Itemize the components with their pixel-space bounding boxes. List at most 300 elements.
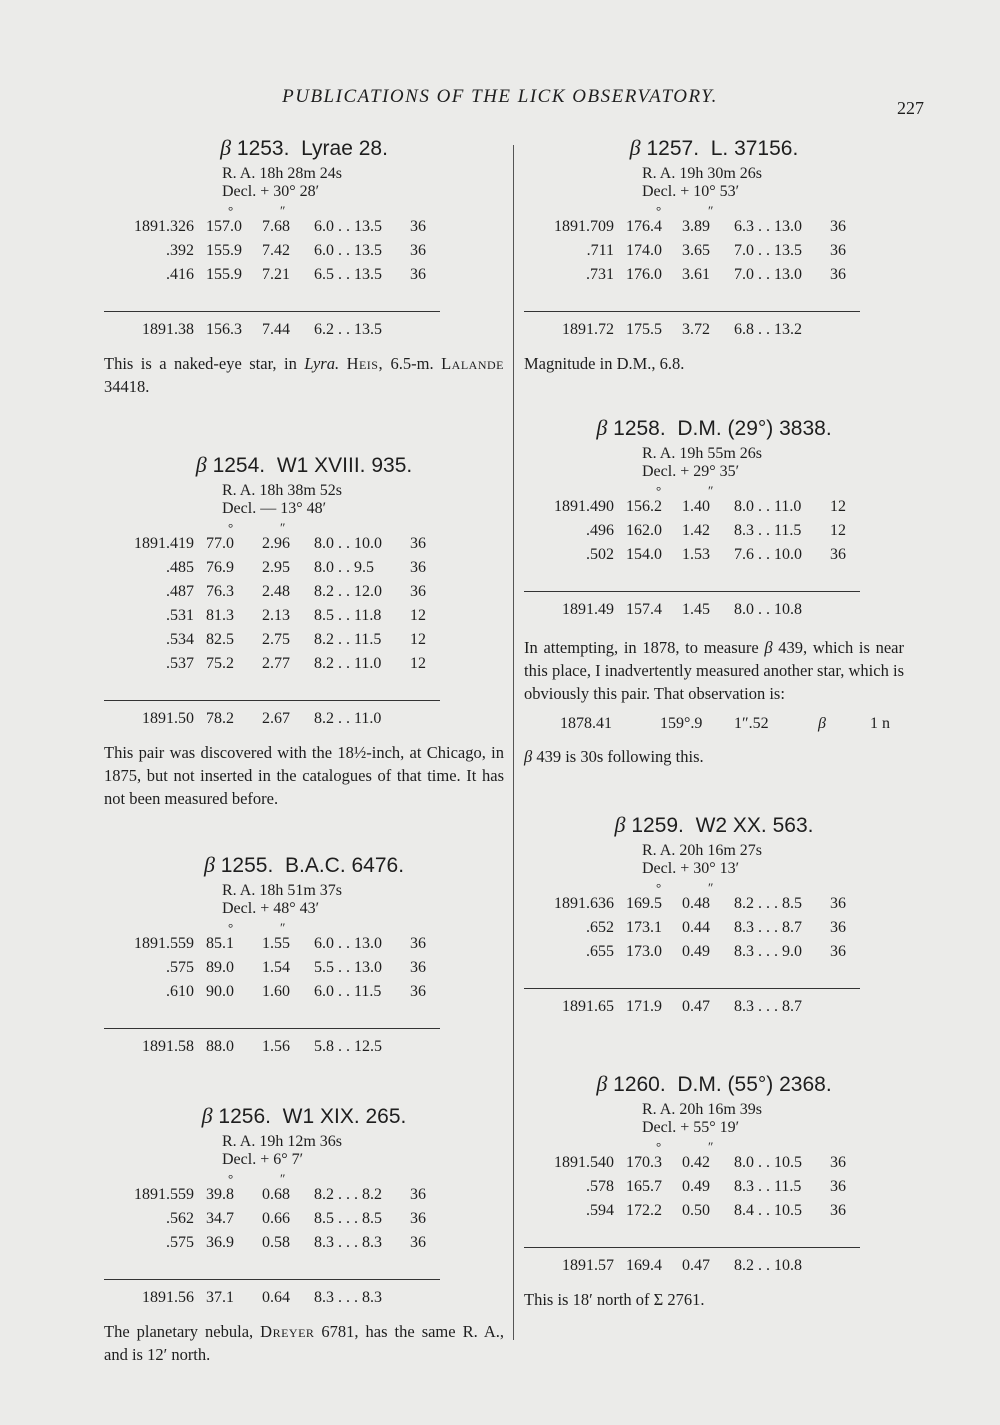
epoch: .594 xyxy=(586,1202,614,1219)
pa-unit: ° xyxy=(228,1171,234,1186)
magnitudes: 8.3 . . . 9.0 xyxy=(734,943,802,960)
declination: Decl. + 30° 28′ xyxy=(222,183,320,200)
nights: 36 xyxy=(830,1154,846,1171)
nights: 36 xyxy=(410,1234,426,1251)
position-angle: 77.0 xyxy=(206,535,234,552)
position-angle: 37.1 xyxy=(206,1289,234,1306)
nights: 12 xyxy=(410,631,426,648)
entry-heading xyxy=(524,411,904,445)
epoch: .392 xyxy=(166,242,194,259)
epoch: .711 xyxy=(586,242,614,259)
nights: 36 xyxy=(410,218,426,235)
epoch: 1878.41 xyxy=(560,715,612,732)
epoch: .487 xyxy=(166,583,194,600)
distance: 3.61 xyxy=(682,266,710,283)
nights: 36 xyxy=(830,943,846,960)
table-row xyxy=(104,1183,440,1207)
distance: 3.65 xyxy=(682,242,710,259)
position-angle: 39.8 xyxy=(206,1186,234,1203)
nights: 36 xyxy=(410,583,426,600)
mean-row xyxy=(104,701,440,732)
entry-note: This is a naked-eye star, in Lyra. Heis, 6.5-m. Lalande 34418. xyxy=(104,354,504,396)
magnitudes: 8.3 . . . 8.7 xyxy=(734,998,802,1015)
entry-number: 1258. xyxy=(613,417,666,440)
distance: 0.42 xyxy=(682,1154,710,1171)
column-units xyxy=(104,918,504,935)
nights: 36 xyxy=(410,266,426,283)
distance: 1.40 xyxy=(682,498,710,515)
table-row xyxy=(104,628,440,652)
distance: 1.42 xyxy=(682,522,710,539)
epoch: 1891.559 xyxy=(134,935,194,952)
epoch: 1891.709 xyxy=(554,218,614,235)
table-row xyxy=(524,519,860,543)
mean-row xyxy=(524,989,860,1020)
magnitudes: 7.0 . . 13.0 xyxy=(734,266,802,283)
table-row xyxy=(524,263,860,287)
right-ascension: R. A. 19h 30m 26s xyxy=(642,165,763,182)
magnitudes: 8.3 . . 11.5 xyxy=(734,1178,802,1195)
distance: 0.44 xyxy=(682,919,710,936)
sep-unit: ″ xyxy=(280,920,286,935)
sep-unit: ″ xyxy=(708,203,714,218)
mean-row xyxy=(524,1248,860,1279)
pa-unit: ° xyxy=(228,520,234,535)
distance: 0.47 xyxy=(682,998,710,1015)
magnitudes: 7.6 . . 10.0 xyxy=(734,546,802,563)
position-angle: 75.2 xyxy=(206,655,234,672)
left-column xyxy=(104,131,504,1366)
position-angle: 159°.9 xyxy=(660,715,703,732)
position-angle: 176.0 xyxy=(626,266,662,283)
pa-unit: ° xyxy=(656,483,662,498)
measures-table xyxy=(524,892,860,1019)
coordinates xyxy=(642,165,904,201)
nights: 36 xyxy=(830,242,846,259)
magnitudes: 8.2 . . 11.5 xyxy=(314,631,382,648)
epoch: 1891.636 xyxy=(554,895,614,912)
position-angle: 155.9 xyxy=(206,266,242,283)
star-designation: Lyrae 28. xyxy=(301,137,388,160)
table-row xyxy=(524,543,860,567)
column-units xyxy=(524,878,904,895)
position-angle: 173.1 xyxy=(626,919,662,936)
position-angle: 82.5 xyxy=(206,631,234,648)
pa-unit: ° xyxy=(656,880,662,895)
nights: 36 xyxy=(830,1178,846,1195)
entry-note: This pair was discovered with the 18½-inch, at Chicago, in 1875, but not inserted in the catalogues of that time. It has not been measured before. xyxy=(104,743,504,808)
entry-heading xyxy=(104,131,504,165)
measures-table xyxy=(524,495,860,622)
right-ascension: R. A. 18h 28m 24s xyxy=(222,165,343,182)
beta-symbol: β xyxy=(629,135,641,160)
table-row xyxy=(104,1207,440,1231)
magnitudes: 6.0 . . 13.5 xyxy=(314,242,382,259)
entry-1254 xyxy=(104,448,504,810)
magnitudes: 8.0 . . 9.5 xyxy=(314,559,374,576)
entry-1259 xyxy=(524,808,904,1019)
entry-1257 xyxy=(524,131,904,375)
distance: 1.53 xyxy=(682,546,710,563)
nights: 36 xyxy=(410,559,426,576)
sep-unit: ″ xyxy=(708,1139,714,1154)
table-row xyxy=(104,580,440,604)
column-units xyxy=(524,1137,904,1154)
entry-heading xyxy=(524,808,904,842)
distance: 2.67 xyxy=(262,710,290,727)
table-row xyxy=(524,495,860,519)
distance: 2.48 xyxy=(262,583,290,600)
declination: Decl. + 6° 7′ xyxy=(222,1151,304,1168)
declination: Decl. + 10° 53′ xyxy=(642,183,740,200)
magnitudes: 6.8 . . 13.2 xyxy=(734,321,802,338)
position-angle: 171.9 xyxy=(626,998,662,1015)
pa-unit: ° xyxy=(656,1139,662,1154)
beta-symbol: β xyxy=(195,452,207,477)
right-ascension: R. A. 20h 16m 27s xyxy=(642,842,763,859)
nights: 36 xyxy=(410,1186,426,1203)
table-rule xyxy=(524,964,860,989)
magnitudes: 8.3 . . 11.5 xyxy=(734,522,802,539)
entry-number: 1253. xyxy=(236,137,290,160)
nights: 36 xyxy=(410,959,426,976)
epoch: 1891.490 xyxy=(554,498,614,515)
table-row xyxy=(524,239,860,263)
magnitudes: 5.5 . . 13.0 xyxy=(314,959,382,976)
pa-unit: ° xyxy=(228,203,234,218)
epoch: 1891.326 xyxy=(134,218,194,235)
table-row xyxy=(104,932,440,956)
nights: 36 xyxy=(830,1202,846,1219)
star-designation: W1 XIX. 265. xyxy=(282,1105,407,1128)
magnitudes: 6.5 . . 13.5 xyxy=(314,266,382,283)
position-angle: 157.4 xyxy=(626,601,662,618)
table-row xyxy=(104,532,440,556)
position-angle: 85.1 xyxy=(206,935,234,952)
table-row xyxy=(104,604,440,628)
magnitudes: 8.2 . . . 8.5 xyxy=(734,895,802,912)
magnitudes: 6.0 . . 13.5 xyxy=(314,218,382,235)
column-divider xyxy=(513,145,514,1340)
entry-number: 1256. xyxy=(218,1105,271,1128)
distance: 7.68 xyxy=(262,218,290,235)
star-designation: D.M. (29°) 3838. xyxy=(677,417,832,440)
entry-note: In attempting, in 1878, to measure β 439, which is near this place, I inadvertently measured another star, which is obviously this pair. That observation is: xyxy=(524,638,904,703)
table-row xyxy=(524,940,860,964)
entry-1253 xyxy=(104,131,504,398)
sep-unit: ″ xyxy=(708,880,714,895)
entry-1256 xyxy=(104,1099,504,1366)
epoch: .416 xyxy=(166,266,194,283)
nights: 12 xyxy=(830,498,846,515)
position-angle: 34.7 xyxy=(206,1210,234,1227)
star-designation: B.A.C. 6476. xyxy=(284,854,405,877)
position-angle: 36.9 xyxy=(206,1234,234,1251)
epoch: .610 xyxy=(166,983,194,1000)
measures-table xyxy=(524,215,860,342)
table-rule xyxy=(104,1004,440,1029)
magnitudes: 8.2 . . 11.0 xyxy=(314,655,382,672)
distance: 1″.52 xyxy=(734,715,769,732)
table-rule xyxy=(524,567,860,592)
beta-symbol: β xyxy=(818,715,826,732)
magnitudes: 6.0 . . 13.0 xyxy=(314,935,382,952)
epoch: .731 xyxy=(586,266,614,283)
distance: 2.77 xyxy=(262,655,290,672)
entry-note: The planetary nebula, Dreyer 6781, has the same R. A., and is 12′ north. xyxy=(104,1322,504,1364)
mean-row xyxy=(104,312,440,343)
distance: 0.64 xyxy=(262,1289,290,1306)
position-angle: 76.9 xyxy=(206,559,234,576)
magnitudes: 8.0 . . 10.0 xyxy=(314,535,382,552)
measures-table xyxy=(104,932,440,1059)
epoch: .575 xyxy=(166,959,194,976)
nights: 36 xyxy=(410,935,426,952)
star-designation: L. 37156. xyxy=(710,137,799,160)
magnitudes: 6.2 . . 13.5 xyxy=(314,321,382,338)
mean-row xyxy=(524,592,860,623)
table-row xyxy=(104,556,440,580)
magnitudes: 5.8 . . 12.5 xyxy=(314,1038,382,1055)
epoch: .537 xyxy=(166,655,194,672)
position-angle: 154.0 xyxy=(626,546,662,563)
measures-table xyxy=(104,215,440,342)
entry-number: 1257. xyxy=(646,137,700,160)
position-angle: 169.4 xyxy=(626,1257,662,1274)
entry-note-2: β 439 is 30s following this. xyxy=(524,747,704,766)
table-rule xyxy=(104,676,440,701)
beta-symbol: β xyxy=(614,812,626,837)
epoch: .562 xyxy=(166,1210,194,1227)
entry-heading xyxy=(104,848,504,882)
distance: 7.42 xyxy=(262,242,290,259)
position-angle: 155.9 xyxy=(206,242,242,259)
nights: 36 xyxy=(410,242,426,259)
table-rule xyxy=(104,1255,440,1280)
beta-symbol: β xyxy=(201,1103,213,1128)
distance: 0.50 xyxy=(682,1202,710,1219)
distance: 7.44 xyxy=(262,321,290,338)
distance: 2.13 xyxy=(262,607,290,624)
sep-unit: ″ xyxy=(280,203,286,218)
beta-symbol: β xyxy=(764,638,773,657)
sep-unit: ″ xyxy=(280,1171,286,1186)
epoch: .655 xyxy=(586,943,614,960)
coordinates xyxy=(642,445,904,481)
table-row xyxy=(524,892,860,916)
mean-row xyxy=(524,312,860,343)
column-units xyxy=(104,518,504,535)
position-angle: 170.3 xyxy=(626,1154,662,1171)
entry-number: 1255. xyxy=(220,854,274,877)
entry-note: This is 18′ north of Σ 2761. xyxy=(524,1290,705,1309)
column-units xyxy=(524,481,904,498)
table-row xyxy=(104,263,440,287)
position-angle: 174.0 xyxy=(626,242,662,259)
observation-line xyxy=(524,715,904,739)
mean-row xyxy=(104,1280,440,1311)
coordinates xyxy=(222,165,504,201)
epoch: .485 xyxy=(166,559,194,576)
entry-heading xyxy=(524,1067,904,1101)
epoch: .531 xyxy=(166,607,194,624)
measures-table xyxy=(104,1183,440,1310)
entry-heading xyxy=(524,131,904,165)
star-designation: W2 XX. 563. xyxy=(695,814,814,837)
nights: 36 xyxy=(410,535,426,552)
table-row xyxy=(104,956,440,980)
mean-row xyxy=(104,1029,440,1060)
sep-unit: ″ xyxy=(280,520,286,535)
position-angle: 156.2 xyxy=(626,498,662,515)
nights: 1 n xyxy=(870,715,890,732)
magnitudes: 8.2 . . 12.0 xyxy=(314,583,382,600)
nights: 36 xyxy=(830,546,846,563)
nights: 12 xyxy=(410,607,426,624)
distance: 3.72 xyxy=(682,321,710,338)
epoch: 1891.49 xyxy=(562,601,614,618)
epoch: .502 xyxy=(586,546,614,563)
declination: Decl. — 13° 48′ xyxy=(222,500,327,517)
distance: 0.66 xyxy=(262,1210,290,1227)
magnitudes: 8.0 . . 11.0 xyxy=(734,498,802,515)
right-ascension: R. A. 18h 51m 37s xyxy=(222,882,343,899)
epoch: .496 xyxy=(586,522,614,539)
magnitudes: 6.3 . . 13.0 xyxy=(734,218,802,235)
entry-heading xyxy=(104,1099,504,1133)
magnitudes: 8.5 . . 11.8 xyxy=(314,607,382,624)
position-angle: 173.0 xyxy=(626,943,662,960)
declination: Decl. + 55° 19′ xyxy=(642,1119,740,1136)
epoch: 1891.72 xyxy=(562,321,614,338)
epoch: 1891.419 xyxy=(134,535,194,552)
column-units xyxy=(524,201,904,218)
epoch: 1891.58 xyxy=(142,1038,194,1055)
position-angle: 169.5 xyxy=(626,895,662,912)
epoch: 1891.38 xyxy=(142,321,194,338)
entry-1260 xyxy=(524,1067,904,1311)
entry-number: 1260. xyxy=(613,1073,666,1096)
distance: 0.58 xyxy=(262,1234,290,1251)
star-designation: W1 XVIII. 935. xyxy=(276,454,413,477)
epoch: .652 xyxy=(586,919,614,936)
pa-unit: ° xyxy=(656,203,662,218)
page-number: 227 xyxy=(897,98,924,118)
distance: 1.55 xyxy=(262,935,290,952)
distance: 2.95 xyxy=(262,559,290,576)
beta-symbol: β xyxy=(596,415,608,440)
right-ascension: R. A. 20h 16m 39s xyxy=(642,1101,763,1118)
magnitudes: 8.0 . . 10.5 xyxy=(734,1154,802,1171)
epoch: 1891.540 xyxy=(554,1154,614,1171)
nights: 36 xyxy=(830,218,846,235)
table-rule xyxy=(104,287,440,312)
declination: Decl. + 30° 13′ xyxy=(642,860,740,877)
magnitudes: 8.2 . . . 8.2 xyxy=(314,1186,382,1203)
nights: 36 xyxy=(830,919,846,936)
epoch: 1891.559 xyxy=(134,1186,194,1203)
position-angle: 76.3 xyxy=(206,583,234,600)
column-units xyxy=(104,1169,504,1186)
position-angle: 172.2 xyxy=(626,1202,662,1219)
table-rule xyxy=(524,1223,860,1248)
distance: 0.47 xyxy=(682,1257,710,1274)
beta-symbol: β xyxy=(220,135,232,160)
magnitudes: 8.3 . . . 8.3 xyxy=(314,1289,382,1306)
coordinates xyxy=(222,882,504,918)
magnitudes: 8.2 . . 10.8 xyxy=(734,1257,802,1274)
column-units xyxy=(104,201,504,218)
beta-symbol: β xyxy=(203,852,215,877)
entry-number: 1259. xyxy=(631,814,684,837)
distance: 2.75 xyxy=(262,631,290,648)
magnitudes: 8.3 . . . 8.7 xyxy=(734,919,802,936)
running-title: PUBLICATIONS OF THE LICK OBSERVATORY. xyxy=(282,86,718,107)
distance: 7.21 xyxy=(262,266,290,283)
nights: 36 xyxy=(410,1210,426,1227)
position-angle: 175.5 xyxy=(626,321,662,338)
distance: 0.68 xyxy=(262,1186,290,1203)
position-angle: 89.0 xyxy=(206,959,234,976)
magnitudes: 6.0 . . 11.5 xyxy=(314,983,382,1000)
table-row xyxy=(524,1199,860,1223)
sep-unit: ″ xyxy=(708,483,714,498)
distance: 1.45 xyxy=(682,601,710,618)
right-column xyxy=(524,131,904,1311)
table-row xyxy=(524,1175,860,1199)
pa-unit: ° xyxy=(228,920,234,935)
magnitudes: 8.2 . . 11.0 xyxy=(314,710,382,727)
declination: Decl. + 29° 35′ xyxy=(642,463,740,480)
nights: 36 xyxy=(410,983,426,1000)
table-row xyxy=(104,652,440,676)
position-angle: 176.4 xyxy=(626,218,662,235)
epoch: 1891.65 xyxy=(562,998,614,1015)
distance: 2.96 xyxy=(262,535,290,552)
position-angle: 81.3 xyxy=(206,607,234,624)
nights: 36 xyxy=(830,266,846,283)
distance: 0.48 xyxy=(682,895,710,912)
position-angle: 78.2 xyxy=(206,710,234,727)
coordinates xyxy=(222,482,504,518)
table-row xyxy=(104,215,440,239)
distance: 1.54 xyxy=(262,959,290,976)
position-angle: 165.7 xyxy=(626,1178,662,1195)
measures-table xyxy=(524,1151,860,1278)
table-row xyxy=(104,980,440,1004)
right-ascension: R. A. 18h 38m 52s xyxy=(222,482,343,499)
coordinates xyxy=(642,1101,904,1137)
entry-note: Magnitude in D.M., 6.8. xyxy=(524,354,685,373)
magnitudes: 8.4 . . 10.5 xyxy=(734,1202,802,1219)
position-angle: 156.3 xyxy=(206,321,242,338)
nights: 36 xyxy=(830,895,846,912)
magnitudes: 8.5 . . . 8.5 xyxy=(314,1210,382,1227)
magnitudes: 8.0 . . 10.8 xyxy=(734,601,802,618)
table-row xyxy=(524,916,860,940)
table-row xyxy=(104,239,440,263)
epoch: 1891.56 xyxy=(142,1289,194,1306)
epoch: .575 xyxy=(166,1234,194,1251)
right-ascension: R. A. 19h 12m 36s xyxy=(222,1133,343,1150)
star-designation: D.M. (55°) 2368. xyxy=(677,1073,832,1096)
declination: Decl. + 48° 43′ xyxy=(222,900,320,917)
magnitudes: 8.3 . . . 8.3 xyxy=(314,1234,382,1251)
right-ascension: R. A. 19h 55m 26s xyxy=(642,445,763,462)
entry-1255 xyxy=(104,848,504,1059)
distance: 0.49 xyxy=(682,1178,710,1195)
coordinates xyxy=(642,842,904,878)
